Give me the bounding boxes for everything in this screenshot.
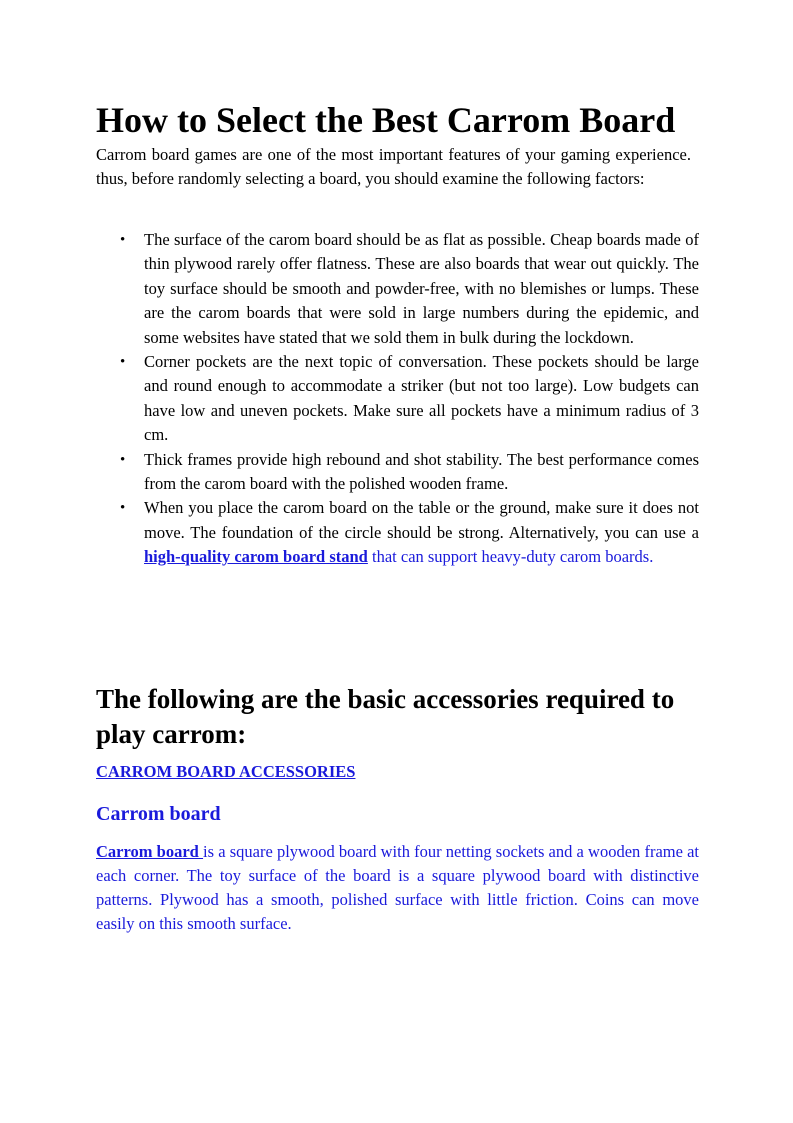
factor-text: When you place the carom board on the table or the ground, make sure it does not move. The foundation of the circle should be strong. Alternatively, you can use a	[144, 498, 699, 542]
factor-text-tail-2: support heavy-duty carom boards.	[427, 547, 654, 567]
list-item	[96, 228, 699, 350]
carom-board-stand-link[interactable]: high-quality carom board stand	[144, 547, 368, 567]
list-item	[96, 496, 699, 569]
bullet-icon: •	[120, 354, 126, 371]
list-item	[96, 448, 699, 497]
factor-text: Corner pockets are the next topic of conversation. These pockets should be large and round enough to accommodate a striker (but not too large). Low budgets can have low and uneven pockets. Make sure all pockets have a minimum radius of 3 cm.	[144, 352, 699, 445]
carrom-board-heading: Carrom board	[96, 803, 221, 825]
carrom-board-paragraph	[96, 840, 699, 936]
bullet-icon: •	[120, 500, 126, 517]
factors-list	[96, 228, 699, 570]
factor-text: The surface of the carom board should be as flat as possible. Cheap boards made of thin plywood rarely offer flatness. These are also boards that wear out quickly. The toy surface should be smooth and powder-free, with no blemishes or lumps. These are the carom boards that were sold in large numbers during the epidemic, and some websites have stated that we sold them in bulk during the lockdown.	[144, 230, 699, 347]
factor-text: Thick frames provide high rebound and shot stability. The best performance comes from the carom board with the polished wooden frame.	[144, 449, 699, 494]
bullet-icon: •	[120, 232, 126, 248]
intro-paragraph: Carrom board games are one of the most important features of your gaming experience. thus, before randomly selecting a board, you should examine the following factors:	[96, 145, 691, 188]
bullet-icon: •	[120, 451, 126, 468]
section-heading: The following are the basic accessories required to play carrom:	[96, 684, 675, 749]
carrom-board-link[interactable]: Carrom board	[96, 842, 204, 861]
factor-text-tail: that can	[367, 547, 424, 567]
list-item	[96, 350, 699, 448]
carrom-board-text: is a square plywood board with four netting sockets and a wooden frame at each corner. The toy surface of the board is a square plywood board with distinctive patterns. Plywood has a smooth, polished surface with little friction. Coins can move easily on this smooth surface.	[96, 842, 700, 933]
carrom-accessories-link[interactable]: CARROM BOARD ACCESSORIES	[96, 762, 356, 781]
page-title: How to Select the Best Carrom Board	[96, 100, 676, 140]
